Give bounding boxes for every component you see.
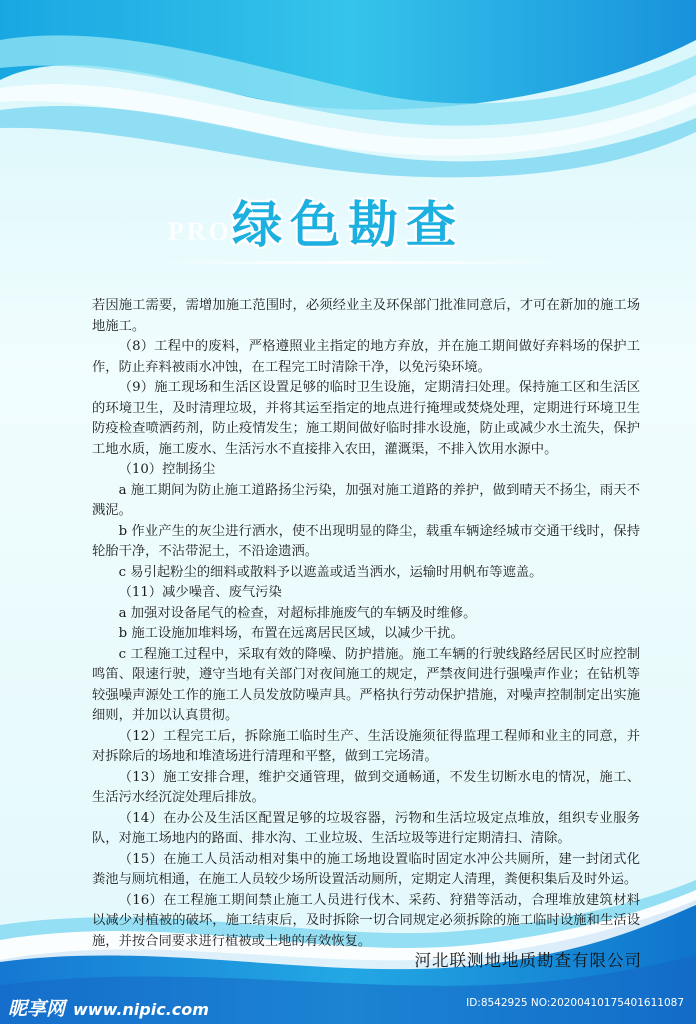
title-divider xyxy=(150,261,570,264)
page-title: 绿色勘查 xyxy=(232,196,464,254)
watermark-url: www.nipic.com xyxy=(73,1000,209,1019)
paragraph: （16）在工程施工期间禁止施工人员进行伐木、采药、狩猎等活动，合理堆放建筑材料以减少对植被的破坏，施工结束后，及时拆除一切合同规定必须拆除的施工临时设施和生活设施，并按合同要求进行植被或土地的有效恢复。 xyxy=(92,892,640,949)
paragraph: b 施工设施加堆料场，布置在远离居民区域，以减少干扰。 xyxy=(118,626,464,641)
paragraph: （10）控制扬尘 xyxy=(118,462,216,477)
paragraph: （13）施工安排合理，维护交通管理，做到交通畅通，不发生切断水电的情况，施工、生活污水经沉淀处理后排放。 xyxy=(92,769,640,805)
title-ghost-text: PROF xyxy=(168,217,251,246)
title-area xyxy=(0,185,696,255)
paragraph: c 工程施工过程中，采取有效的降噪、防护措施。施工车辆的行驶线路经居民区时应控制鸣笛、限速行驶，遵守当地有关部门对夜间施工的规定，严禁夜间进行强噪声作业；在钻机等较强噪声源处工作的施工人员发放防噪声具。严格执行劳动保护措施，对噪声控制制定出实施细则，并加以认真贯彻。 xyxy=(92,646,640,723)
paragraph: （8）工程中的废料，严格遵照业主指定的地方弃放，并在施工期间做好弃料场的保护工作，防止弃料被雨水冲蚀，在工程完工时清除干净，以免污染环境。 xyxy=(92,339,640,375)
paragraph: c 易引起粉尘的细料或散料予以遮盖或适当洒水，运输时用帆布等遮盖。 xyxy=(118,564,543,580)
paragraph: （14）在办公及生活区配置足够的垃圾容器，污物和生活垃圾定点堆放，组织专业服务队，对施工场地内的路面、排水沟、工业垃圾、生活垃圾等进行定期清扫、清除。 xyxy=(92,810,640,846)
paragraph: （9）施工现场和生活区设置足够的临时卫生设施，定期清扫处理。保持施工区和生活区的环境卫生，及时清理垃圾，并将其运至指定的地点进行掩埋或焚烧处理，定期进行环境卫生防疫检查喷洒药剂，防止疫情发生；施工期间做好临时排水设施，防止或减少水土流失，保护工地水质，施工废水、生活污水不直接排入农田，灌溉渠，不排入饮用水源中。 xyxy=(92,380,640,457)
watermark-logo-text: 昵享网 xyxy=(8,998,66,1020)
watermark-logo xyxy=(8,994,209,1021)
paragraph: （11）减少噪音、废气污染 xyxy=(118,585,282,600)
paragraph: （15）在施工人员活动相对集中的施工场地设置临时固定水冲公共厕所，建一封闭式化粪池与厕坑相通，在施工人员较少场所设置活动厕所，定期定人清理，粪便积集后及时外运。 xyxy=(92,851,640,887)
company-name: 河北联测地地质勘查有限公司 xyxy=(414,951,642,970)
paragraph: （12）工程完工后，拆除施工临时生产、生活设施须征得监理工程师和业主的同意，并对拆除后的场地和堆渣场进行清理和平整，做到工完场清。 xyxy=(92,728,640,764)
paragraph: b 作业产生的灰尘进行洒水，使不出现明显的降尘，载重车辆途经城市交通干线时，保持轮胎干净，不沾带泥土，不沿途遗洒。 xyxy=(92,523,640,559)
paragraph: 若因施工需要，需增加施工范围时，必须经业主及环保部门批准同意后，才可在新加的施工场地施工。 xyxy=(92,298,640,334)
paragraph: a 施工期间为防止施工道路扬尘污染，加强对施工道路的养护，做到晴天不扬尘，雨天不溅泥。 xyxy=(92,482,640,518)
body-text xyxy=(92,296,640,952)
image-id-label: ID:8542925 NO:20200410175401611087 xyxy=(466,997,684,1009)
paragraph: a 加强对设备尾气的检查，对超标排施废气的车辆及时维修。 xyxy=(118,605,477,621)
